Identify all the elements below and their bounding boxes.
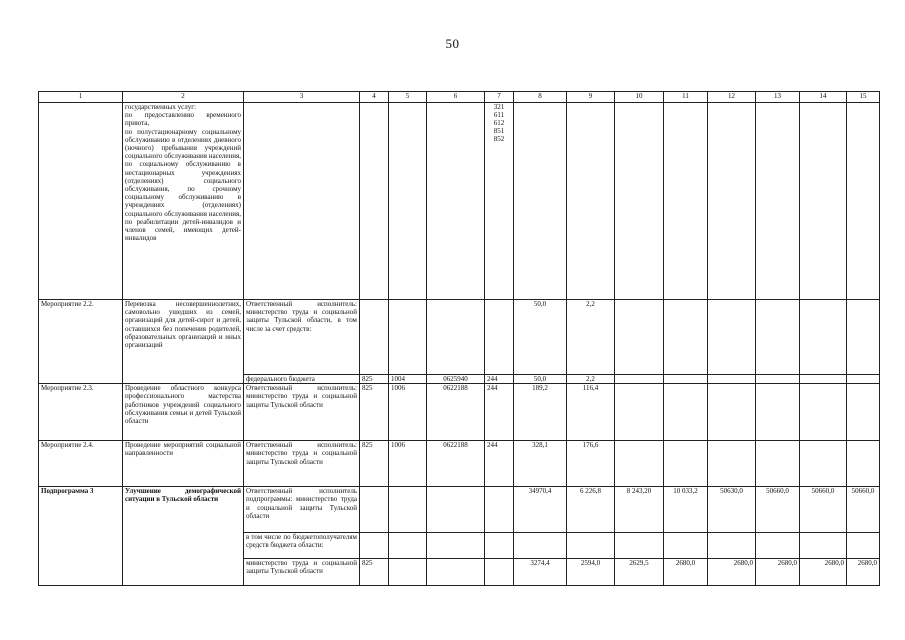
value-cell: 328,1 [514,441,567,487]
table-row [39,384,880,441]
column-header: 10 [615,92,664,103]
column-header: 6 [427,92,485,103]
executor-text: Ответственный исполнитель подпрограммы: министерство труда и социальной защиты Тульской области [244,487,360,533]
value-cell: 176,6 [567,441,615,487]
value-cell: 2,2 [567,375,615,384]
column-header: 1 [39,92,123,103]
column-header: 13 [756,92,800,103]
expense-code: 611 [493,111,505,119]
subprogram-description: Улучшение демографической ситуации в Тульской области [123,487,244,586]
measure-description: Перевозка несовершеннолетних, самовольно ушедших из семей, организаций для детей-сирот и детей, оставшихся без попечения родителей, образовательных организаций и иных организаций [123,300,244,384]
measure-name: Мероприятие 2.4. [39,441,123,487]
code-cell: 825 [360,375,389,384]
expense-code: 851 [493,127,505,135]
funding-source: федерального бюджета [244,375,360,384]
value-cell: 2680,0 [756,559,800,586]
value-cell: 34970,4 [514,487,567,533]
code-cell: 244 [485,441,514,487]
code-cell: 244 [485,375,514,384]
value-cell: 189,2 [514,384,567,441]
value-cell: 3274,4 [514,559,567,586]
table-row [39,103,880,300]
column-header: 9 [567,92,615,103]
expense-code: 321 [493,103,505,111]
code-cell: 244 [485,384,514,441]
code-cell: 0625940 [427,375,485,384]
code-cell: 1004 [389,375,427,384]
column-header: 4 [360,92,389,103]
executor-text: Ответственный исполнитель: министерство труда и социальной защиты Тульской области [244,441,360,487]
column-header: 5 [389,92,427,103]
column-header: 15 [847,92,880,103]
column-header: 12 [708,92,756,103]
services-description: государственных услуг: по предоставлению временного приюта, по полустационарному социальному обслуживанию в отделениях дневного (ночного) пребывания учреждений социального обслуживания населения, по социальному обслуживанию в нестационарных учреждениях (отделениях) социального обслуживания, по срочному социальному обслуживанию в учреждениях (отделениях) социального обслуживания населения, по реабилитации детей-инвалидов и членов семей, имеющих детей-инвалидов [125,103,241,243]
code-cell: 1006 [389,441,427,487]
expense-codes [485,103,514,300]
recipient-ministry: министерство труда и социальной защиты Тульской области [244,559,360,586]
column-header: 8 [514,92,567,103]
value-cell: 2680,0 [847,559,880,586]
value-cell: 2680,0 [664,559,708,586]
value-cell: 2629,5 [615,559,664,586]
value-cell: 10 033,2 [664,487,708,533]
subprogram-name: Подпрограмма 3 [39,487,123,586]
measure-name: Мероприятие 2.3. [39,384,123,441]
executor-text: Ответственный исполнитель: министерство труда и социальной защиты Тульской области, в том числе за счет средств: [244,300,360,375]
table-row [39,300,880,375]
expense-code: 852 [493,135,505,143]
table-row [39,487,880,533]
code-cell: 825 [360,384,389,441]
value-cell: 2,2 [567,300,615,375]
code-cell: 0622188 [427,441,485,487]
column-header: 14 [800,92,847,103]
value-cell: 50,0 [514,375,567,384]
measure-name: Мероприятие 2.2. [39,300,123,384]
value-cell: 6 226,8 [567,487,615,533]
value-cell: 50,0 [514,300,567,375]
value-cell: 2594,0 [567,559,615,586]
code-cell: 1006 [389,384,427,441]
table-row [39,441,880,487]
column-header: 2 [123,92,244,103]
code-cell: 825 [360,441,389,487]
column-number-row [39,92,880,103]
value-cell: 2680,0 [800,559,847,586]
measure-description: Проведение областного конкурса профессионального мастерства работников учреждений социального обслуживания семьи и детей Тульской области [123,384,244,441]
page-number: 50 [445,36,460,51]
expense-code: 612 [493,119,505,127]
column-header: 7 [485,92,514,103]
budget-table [38,91,880,586]
value-cell: 2680,0 [708,559,756,586]
value-cell: 116,4 [567,384,615,441]
executor-text: Ответственный исполнитель: министерство труда и социальной защиты Тульской области [244,384,360,441]
column-header: 11 [664,92,708,103]
value-cell: 50660,0 [847,487,880,533]
value-cell: 8 243,20 [615,487,664,533]
measure-description: Проведение мероприятий социальной направленности [123,441,244,487]
column-header: 3 [244,92,360,103]
recipients-note: в том числе по бюджетополучателям средств бюджета области: [244,533,360,559]
code-cell: 825 [360,559,389,586]
value-cell: 50660,0 [800,487,847,533]
value-cell: 50660,0 [756,487,800,533]
value-cell: 50630,0 [708,487,756,533]
code-cell: 0622188 [427,384,485,441]
